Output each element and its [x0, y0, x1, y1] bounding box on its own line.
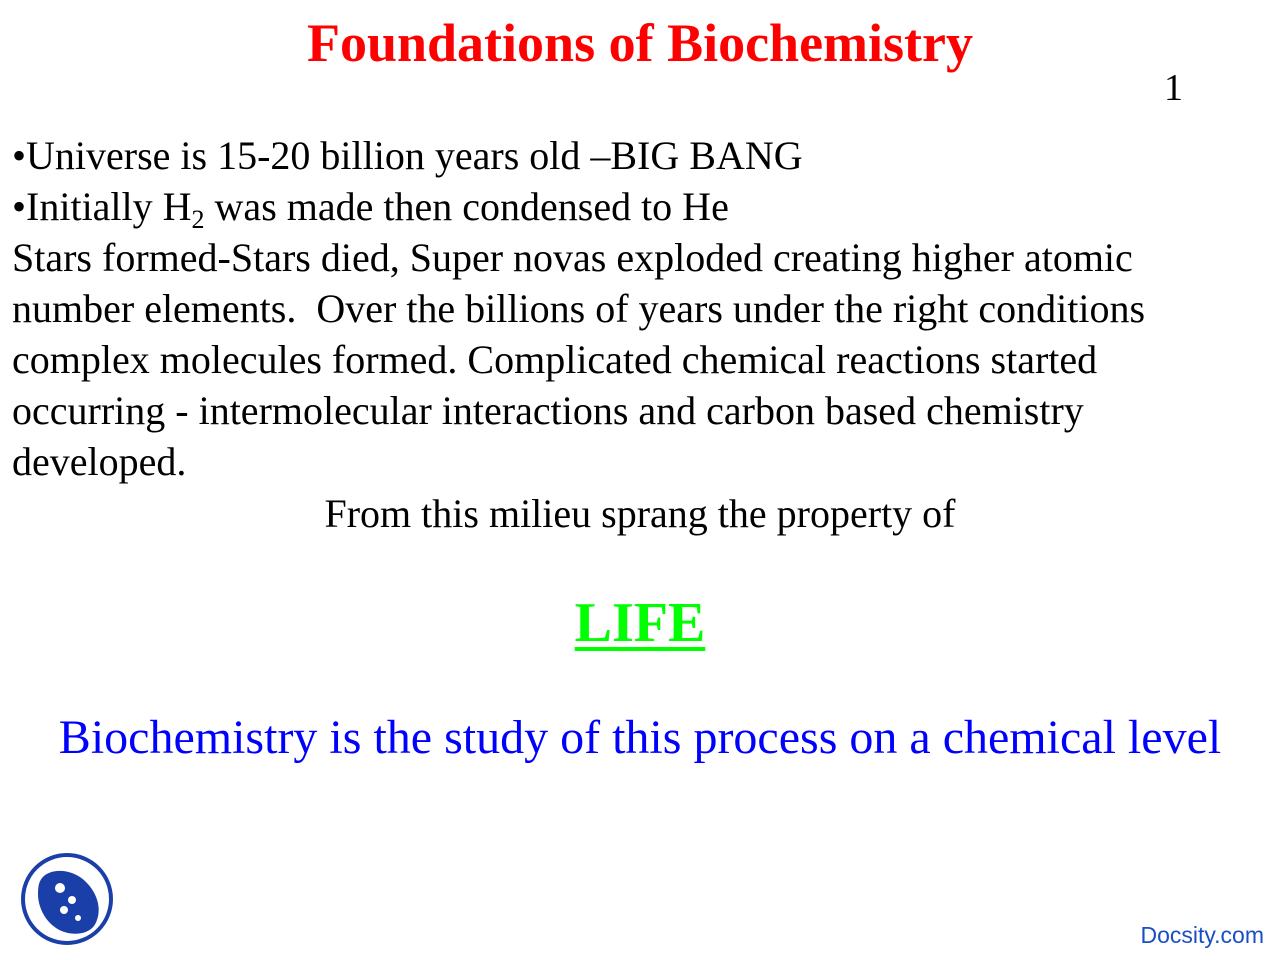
center-line: From this milieu sprang the property of — [324, 491, 956, 536]
paragraph-line: complex molecules formed. Complicated chemical reactions started — [12, 337, 1098, 382]
conclusion-line: Biochemistry is the study of this process on a chemical level — [58, 711, 1222, 764]
bullet-text: Universe is 15-20 billion years old –BIG BANG — [26, 133, 803, 178]
page-number: 1 — [1164, 67, 1183, 109]
slide-body — [12, 130, 1272, 487]
bullet-marker: • — [12, 184, 27, 229]
paragraph-line: Stars formed-Stars died, Super novas exploded creating higher atomic — [12, 235, 1133, 280]
docsity-logo-icon[interactable] — [20, 852, 114, 946]
life-heading: LIFE — [574, 592, 706, 654]
bullet-text-before: Initially H — [26, 184, 192, 229]
bullet-marker: • — [12, 133, 27, 178]
paragraph-line: occurring - intermolecular interactions and carbon based chemistry — [12, 388, 1084, 433]
docsity-brand-link[interactable]: Docsity.com — [1140, 922, 1264, 948]
subscript: 2 — [191, 205, 205, 234]
bullet-text-after: was made then condensed to He — [204, 184, 729, 229]
paragraph-line: number elements. Over the billions of years under the right conditions — [12, 286, 1146, 331]
bullet-item — [12, 130, 1272, 181]
bullet-item — [12, 181, 1272, 232]
slide-title: Foundations of Biochemistry — [306, 13, 974, 73]
paragraph-line: developed. — [12, 439, 187, 484]
